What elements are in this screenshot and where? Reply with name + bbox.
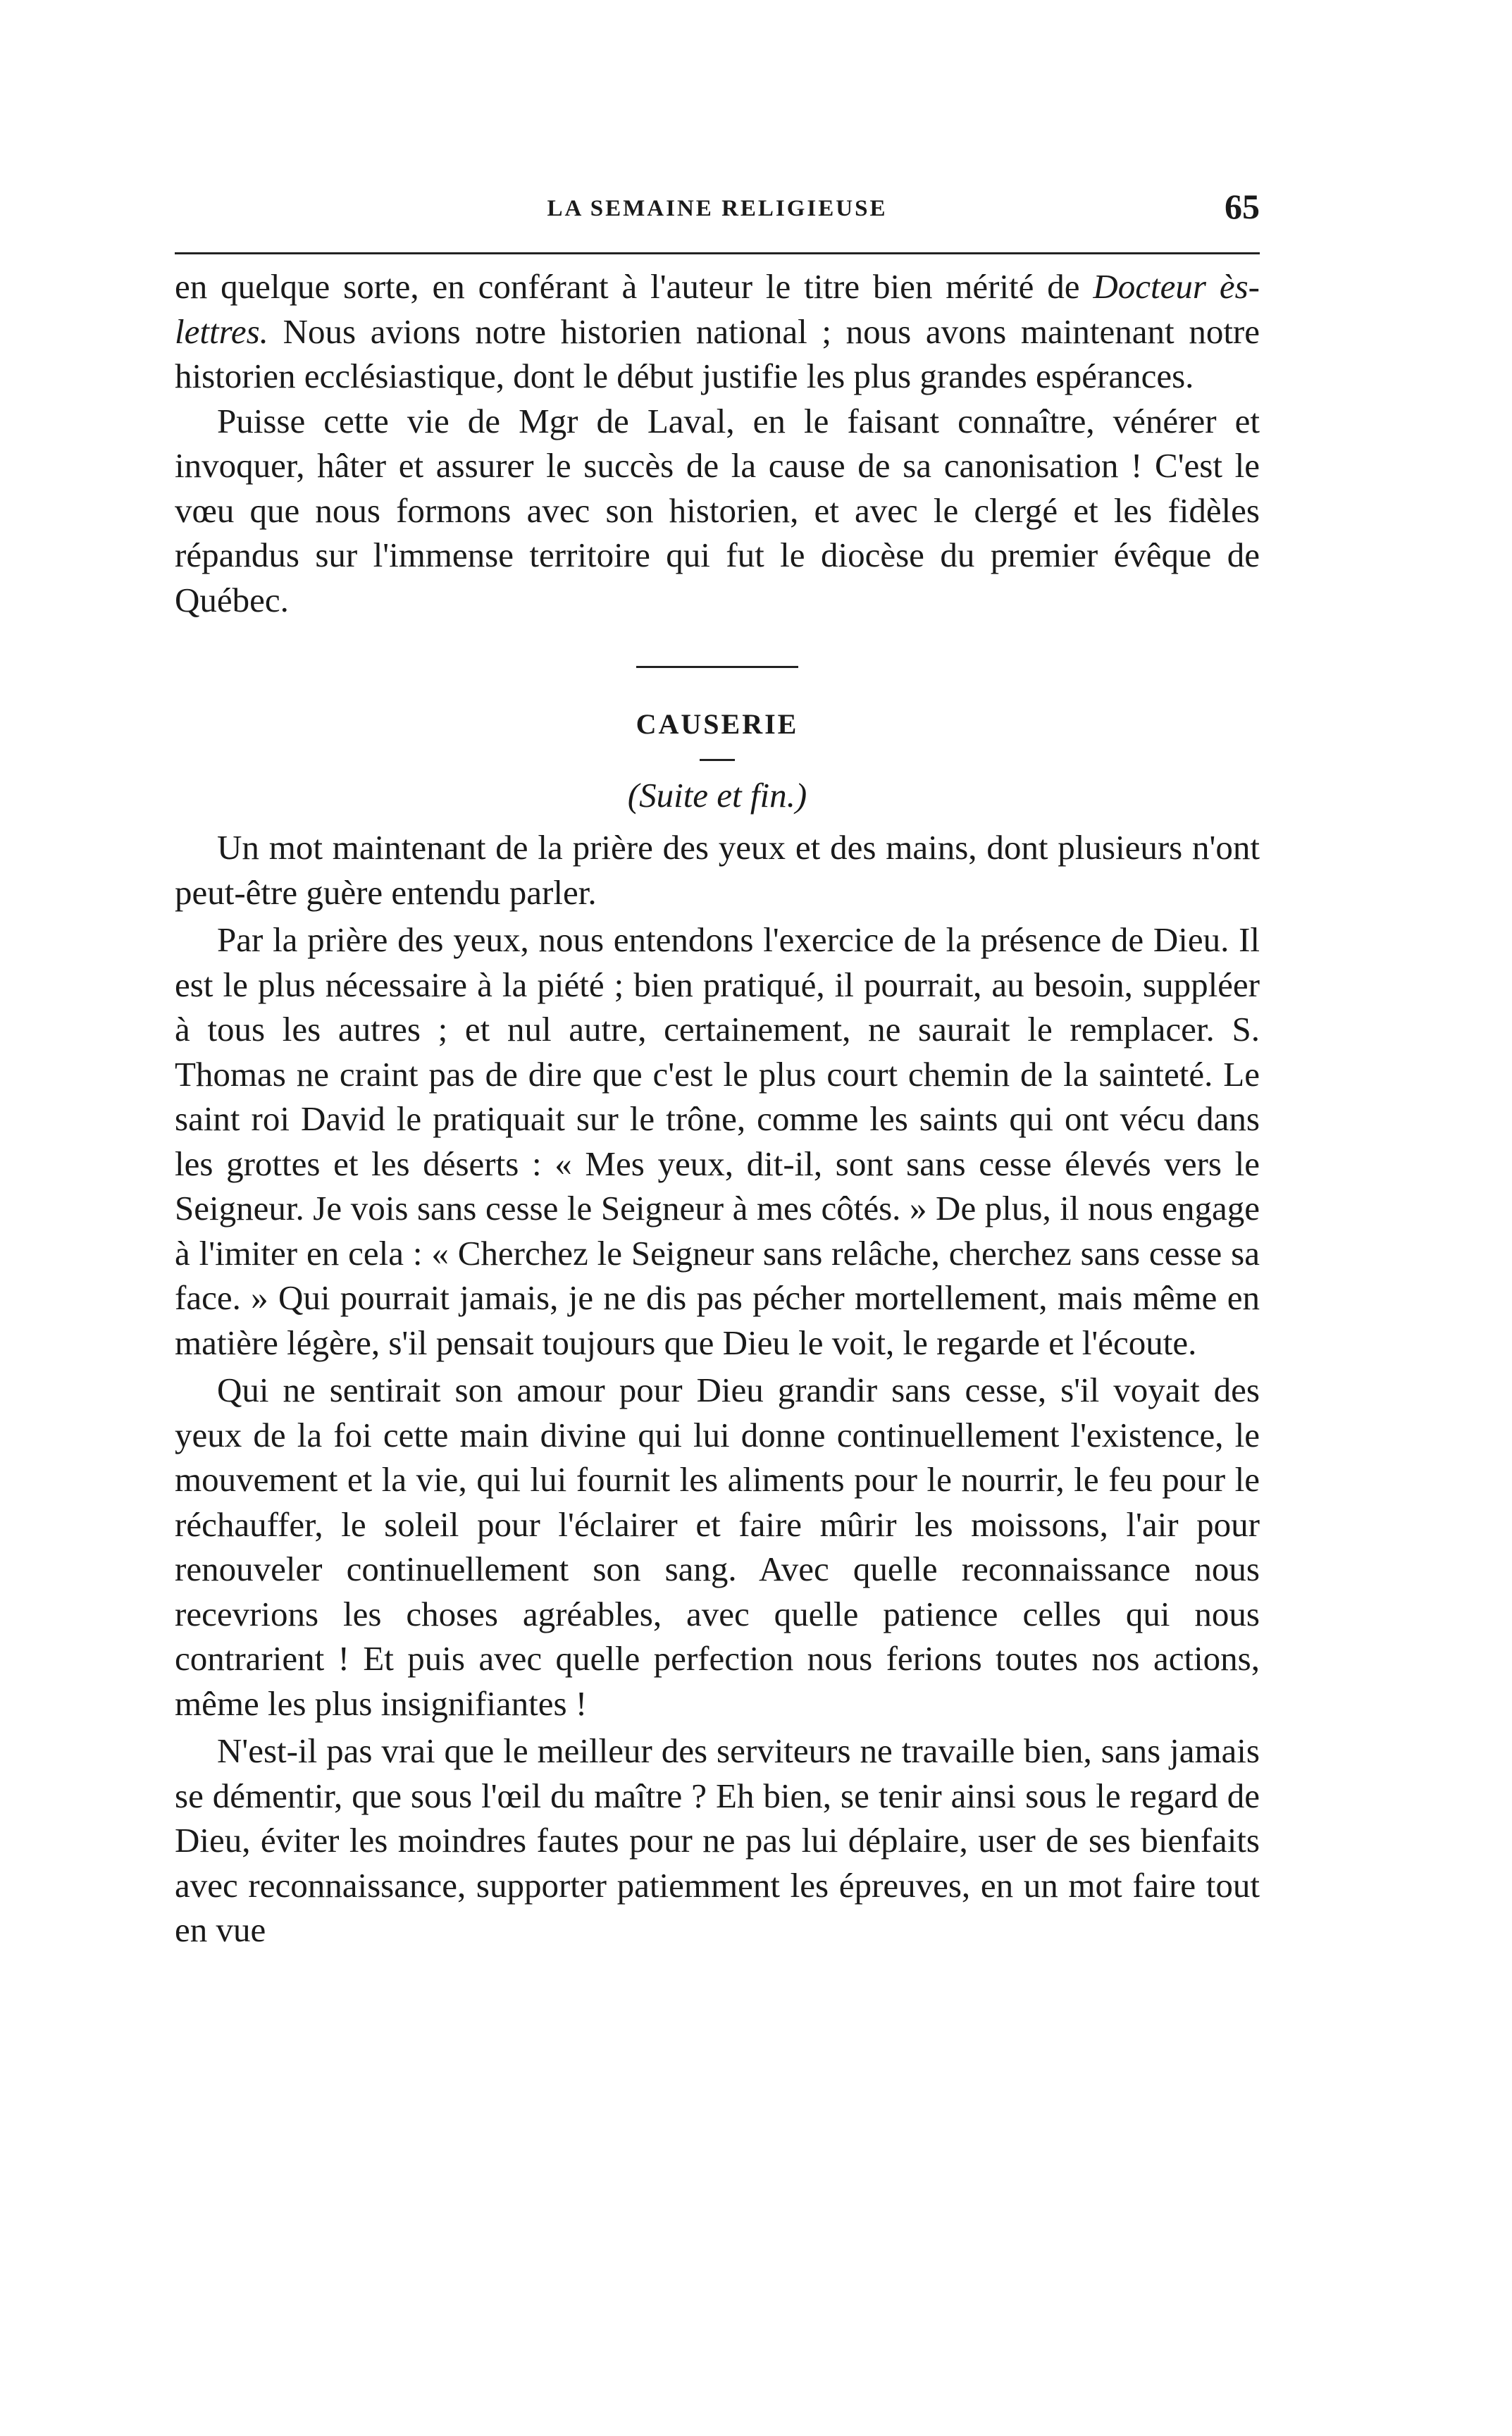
italic-title: Docteur ès-lettres.	[175, 267, 1260, 351]
paragraph: Par la prière des yeux, nous entendons l'exercice de la présence de Dieu. Il est le plus nécessaire à la piété ; bien pratiqué, il pourrait, au besoin, suppléer à tous les autres ; et nul autre, certainement, ne saurait le remplacer. S. Thomas ne craint pas de dire que c'est le plus court chemin de la sainteté. Le saint roi David le pratiquait sur le trône, comme les saints qui ont vécu dans les grottes et les déserts : « Mes yeux, dit-il, sont sans cesse élevés vers le Seigneur. Je vois sans cesse le Seigneur à mes côtés. » De plus, il nous engage à l'imiter en cela : « Cherchez le Seigneur sans relâche, cherchez sans cesse sa face. » Qui pourrait jamais, je ne dis pas pécher mortellement, mais même en matière légère, s'il pensait toujours que Dieu le voit, le regarde et l'écoute.	[175, 920, 1260, 1362]
page	[175, 187, 1260, 1953]
page-number: 65	[1225, 187, 1260, 226]
header-rule	[175, 252, 1260, 254]
paragraph: Qui ne sentirait son amour pour Dieu grandir sans cesse, s'il voyait des yeux de la foi cette main divine qui lui donne continuellement l'existence, le mouvement et la vie, qui lui fournit les aliments pour le nourrir, le feu pour le réchauffer, le soleil pour l'éclairer et faire mûrir les moissons, l'air pour renouveler continuellement son sang. Avec quelle reconnaissance nous recevrions les choses agréables, avec quelle patience celles qui nous contrarient ! Et puis avec quelle perfection nous ferions toutes nos actions, même les plus insignifiantes !	[175, 1371, 1260, 1723]
section-subtitle: (Suite et fin.)	[627, 776, 807, 815]
paragraph: Un mot maintenant de la prière des yeux et des mains, dont plusieurs n'ont peut-être guère entendu parler.	[175, 828, 1260, 912]
paragraph-text: Nous avions notre historien national ; nous avons maintenant notre historien ecclésiastique, dont le début justifie les plus grandes espérances.	[175, 311, 1260, 395]
running-title: LA SEMAINE RELIGIEUSE	[547, 196, 888, 221]
paragraph: Puisse cette vie de Mgr de Laval, en le faisant connaître, vénérer et invoquer, hâter et assurer le succès de la cause de sa canonisation ! C'est le vœu que nous formons avec son historien, et avec le clergé et les fidèles répandus sur l'immense territoire qui fut le diocèse du premier évêque de Québec.	[175, 401, 1260, 619]
running-header	[175, 187, 1260, 233]
paragraph: N'est-il pas vrai que le meilleur des serviteurs ne travaille bien, sans jamais se démentir, que sous l'œil du maître ? Eh bien, se tenir ainsi sous le regard de Dieu, éviter les moindres fautes pour ne pas lui déplaire, user de ses bienfaits avec reconnaissance, supporter patiemment les épreuves, en un mot faire tout en vue	[175, 1731, 1260, 1949]
section-title: CAUSERIE	[636, 708, 799, 740]
title-dash	[700, 759, 735, 761]
continued-paragraph	[175, 264, 1260, 399]
paragraph-text: en quelque sorte, en conférant à l'auteur le titre bien mérité de	[175, 267, 1093, 306]
section-divider	[636, 666, 798, 668]
